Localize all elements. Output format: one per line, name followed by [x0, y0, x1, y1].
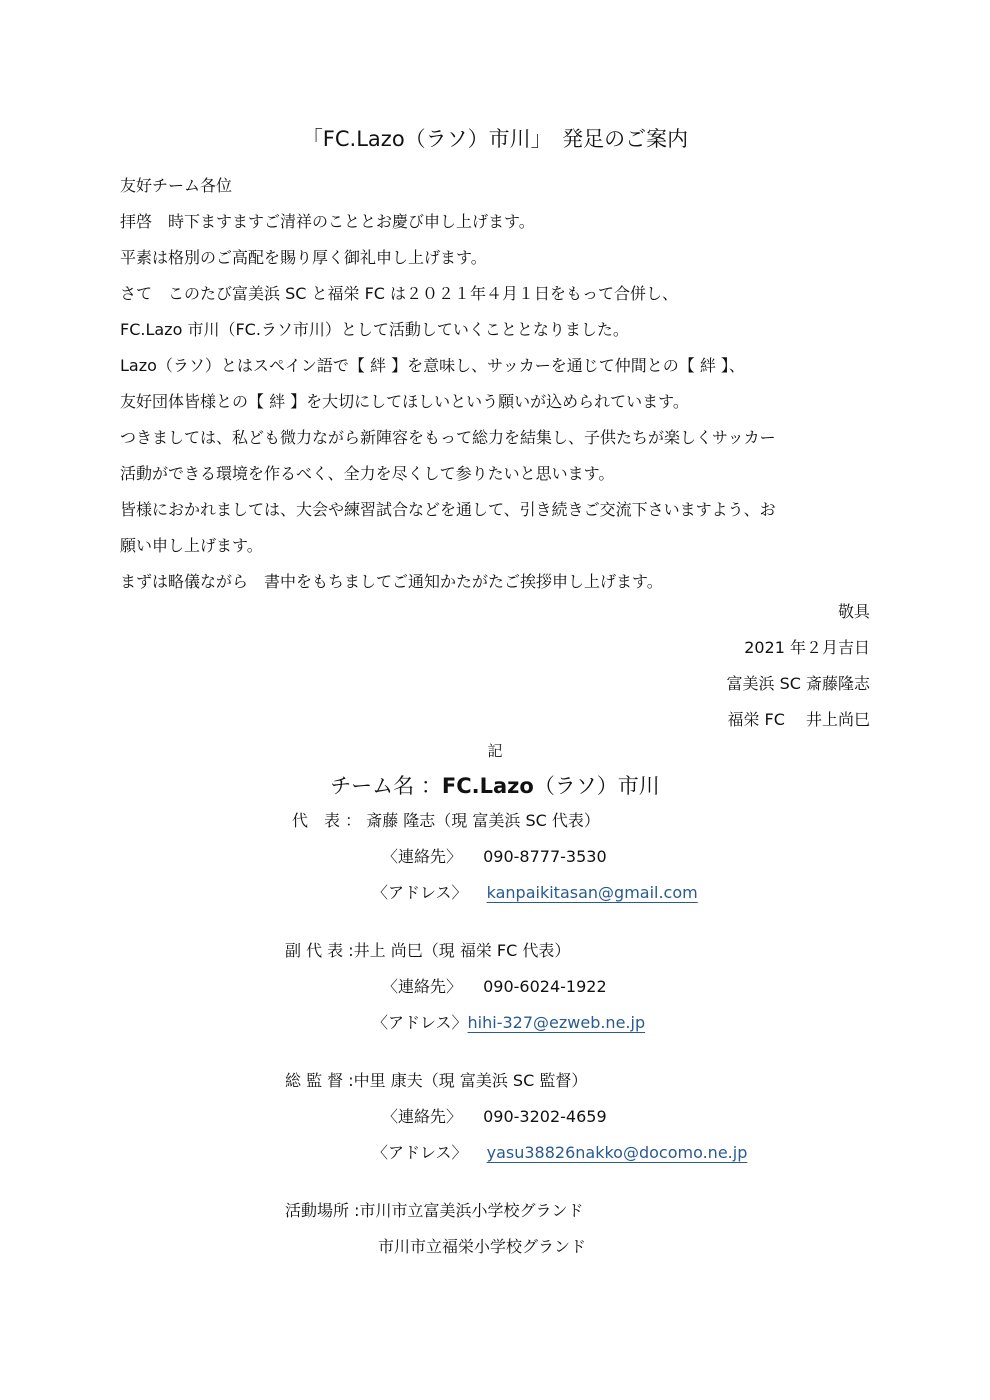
letter-paragraph: 拝啓 時下ますますご清祥のこととお慶び申し上げます。: [120, 212, 535, 231]
letter-paragraph: まずは略儀ながら 書中をもちましてご通知かたがたご挨拶申し上げます。: [120, 572, 663, 591]
director-email-link[interactable]: yasu38826nakko@docomo.ne.jp: [486, 1143, 748, 1162]
representative-address-line: [372, 880, 698, 906]
letter-paragraph: さて このたび富美浜 SC と福栄 FC は２０２１年４月１日をもって合併し、: [120, 284, 679, 303]
team-label: チーム名 ：: [330, 774, 442, 798]
venue-2: 市川市立福栄小学校グランド: [378, 1237, 587, 1256]
letter-paragraph: 友好団体皆様との【 絆 】を大切にしてほしいという願いが込められています。: [120, 392, 689, 411]
representative-line: [292, 808, 600, 834]
director-phone: 090-3202-4659: [483, 1107, 607, 1126]
representative-phone: 090-8777-3530: [483, 847, 607, 866]
letter-date: 2021 年２月吉日: [744, 638, 870, 657]
letter-paragraph: FC.Lazo 市川（FC.ラソ市川）として活動していくこととなりました。: [120, 320, 629, 339]
closing-word: 敬具: [837, 602, 870, 621]
team-name: FC.Lazo: [441, 774, 534, 798]
representative-name: 斎藤 隆志（現 富美浜 SC 代表）: [366, 811, 600, 830]
director-address-line: [372, 1140, 747, 1166]
representative-email-link[interactable]: kanpaikitasan@gmail.com: [486, 883, 698, 902]
venue-line-2: [378, 1234, 586, 1260]
vice-phone-line: [382, 974, 607, 1000]
vice-name: 井上 尚巳（現 福栄 FC 代表）: [353, 941, 571, 960]
vice-role: 副 代 表 :: [285, 941, 354, 960]
letter-paragraph: 友好チーム各位: [120, 176, 233, 195]
director-role: 総 監 督 :: [285, 1071, 354, 1090]
vice-phone: 090-6024-1922: [483, 977, 607, 996]
director-line: [285, 1068, 587, 1094]
vice-email-link[interactable]: hihi-327@ezweb.ne.jp: [467, 1013, 646, 1032]
director-phone-line: [382, 1104, 607, 1130]
signer-2: 福栄 FC 井上尚巳: [727, 710, 870, 729]
address-label: 〈アドレス〉: [372, 883, 468, 902]
venue-line: [285, 1198, 584, 1224]
representative-phone-line: [382, 844, 607, 870]
letter-paragraph: つきましては、私ども微力ながら新陣容をもって総力を結集し、子供たちが楽しくサッカー: [120, 428, 776, 447]
phone-label: 〈連絡先〉: [382, 847, 463, 866]
address-label: 〈アドレス〉: [372, 1143, 468, 1162]
ki-heading: 記: [487, 742, 503, 760]
director-name: 中里 康夫（現 富美浜 SC 監督）: [353, 1071, 588, 1090]
vice-address-line: [372, 1010, 645, 1036]
letter-paragraph: 活動ができる環境を作るべく、全力を尽くして参りたいと思います。: [120, 464, 615, 483]
venue-1: 市川市立富美浜小学校グランド: [359, 1201, 584, 1220]
venue-label: 活動場所 :: [285, 1201, 360, 1220]
team-suffix: （ラソ）市川: [533, 774, 660, 798]
signer-1: 富美浜 SC 斎藤隆志: [726, 674, 870, 693]
phone-label: 〈連絡先〉: [382, 977, 463, 996]
representative-role: 代 表 ：: [292, 811, 362, 830]
team-name-line: [0, 770, 990, 802]
vice-line: [285, 938, 570, 964]
page-title: 「FC.Lazo（ラソ）市川」 発足のご案内: [301, 127, 689, 151]
address-label: 〈アドレス〉: [372, 1013, 468, 1032]
signature-block: [726, 594, 870, 738]
phone-label: 〈連絡先〉: [382, 1107, 463, 1126]
letter-paragraph: Lazo（ラソ）とはスペイン語で【 絆 】を意味し、サッカーを通じて仲間との【 絆 】、: [120, 356, 745, 375]
letter-paragraph: 皆様におかれましては、大会や練習試合などを通して、引き続きご交流下さいますよう、お: [120, 500, 776, 519]
letter-body: [120, 168, 880, 600]
letter-paragraph: 願い申し上げます。: [120, 536, 263, 555]
letter-paragraph: 平素は格別のご高配を賜り厚く御礼申し上げます。: [120, 248, 487, 267]
